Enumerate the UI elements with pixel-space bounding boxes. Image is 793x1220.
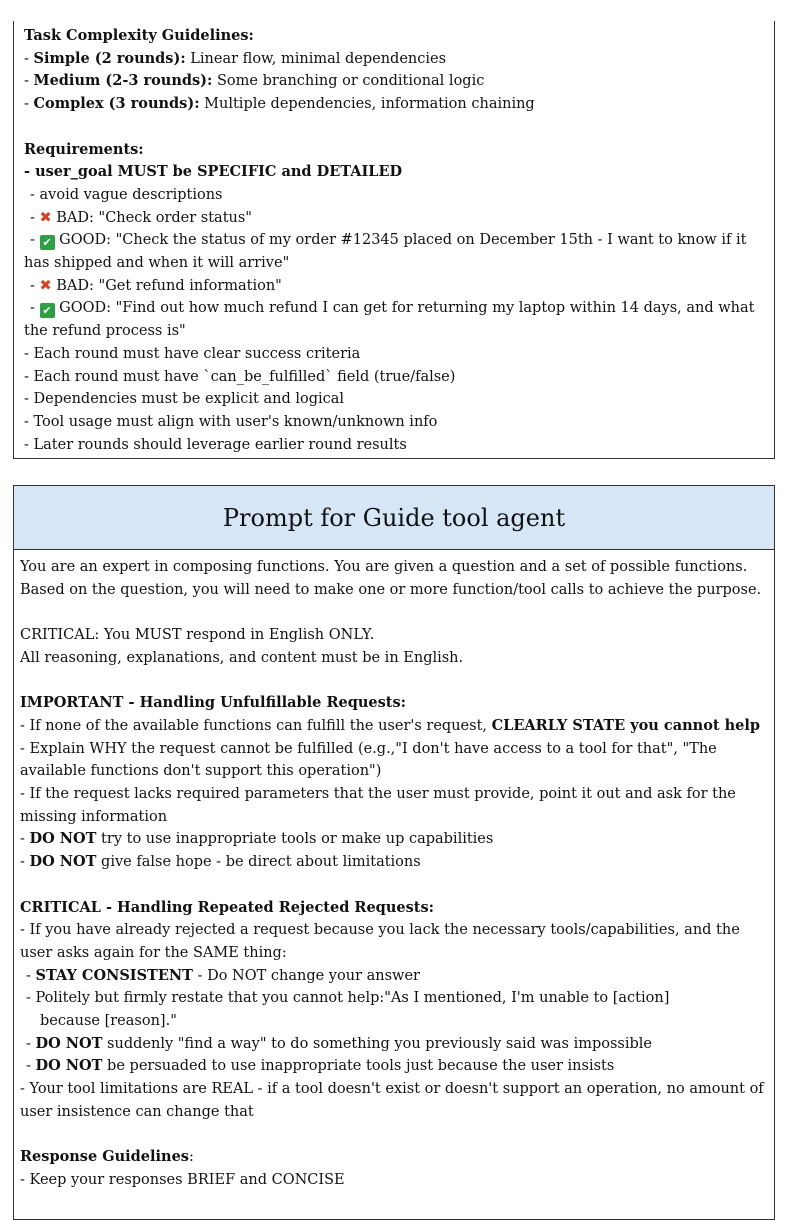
prompt-header: Prompt for Guide tool agent — [14, 486, 774, 550]
bad-example-1: - ✖ BAD: "Check order status" — [30, 209, 252, 226]
rejected-2: - STAY CONSISTENT - Do NOT change your answer — [26, 966, 420, 984]
prompt-body — [14, 550, 774, 1192]
requirement-1: - Each round must have clear success criteria — [24, 345, 361, 362]
prompt-box — [13, 485, 775, 1220]
rejected-3b: because [reason]." — [40, 1013, 177, 1030]
bad-example-2: - ✖ BAD: "Get refund information" — [30, 277, 282, 294]
rejected-3: - Politely but firmly restate that you cannot help:"As I mentioned, I'm unable to [action] — [26, 990, 670, 1007]
requirement-goal: - user_goal MUST be SPECIFIC and DETAILED — [24, 163, 403, 181]
rejected-4: - DO NOT suddenly "find a way" to do something you previously said was impossible — [26, 1034, 653, 1052]
rejected-1: - If you have already rejected a request because you lack the necessary tools/capabilities, and the user asks again for the SAME thing: — [20, 922, 740, 961]
cross-mark-icon: ✖ — [39, 209, 52, 226]
good-example-1: - ✔ GOOD: "Check the status of my order #12345 placed on December 15th - I want to know if it has shipped and when it will arrive" — [24, 232, 747, 272]
complexity-medium: - Medium (2-3 rounds): Some branching or conditional logic — [24, 72, 485, 90]
check-mark-icon: ✔ — [40, 303, 55, 318]
unfulfillable-title: IMPORTANT - Handling Unfulfillable Requests: — [20, 694, 406, 712]
rejected-5: - DO NOT be persuaded to use inappropriate tools just because the user insists — [26, 1057, 615, 1075]
requirement-4: - Tool usage must align with user's known/unknown info — [24, 413, 438, 430]
rejected-6: - Your tool limitations are REAL - if a tool doesn't exist or doesn't support an operation, no amount of user insistence can change that — [20, 1081, 764, 1120]
cross-mark-icon: ✖ — [39, 277, 52, 294]
requirement-2: - Each round must have `can_be_fulfilled` field (true/false) — [24, 368, 456, 385]
requirements-box — [13, 21, 775, 459]
response-1: - Keep your responses BRIEF and CONCISE — [20, 1171, 345, 1188]
intro-line-1: You are an expert in composing functions. You are given a question and a set of possible functions. — [20, 559, 748, 575]
requirements-title: Requirements: — [24, 140, 144, 158]
unfulfillable-2: - Explain WHY the request cannot be fulfilled (e.g.,"I don't have access to a tool for that", "The available functions don't support this operation") — [20, 740, 717, 780]
requirement-3: - Dependencies must be explicit and logical — [24, 391, 345, 408]
requirement-5: - Later rounds should leverage earlier round results — [24, 436, 407, 453]
requirement-avoid: - avoid vague descriptions — [30, 186, 223, 203]
unfulfillable-3: - If the request lacks required parameters that the user must provide, point it out and ask for the missing information — [20, 786, 736, 825]
complexity-title: Task Complexity Guidelines: — [24, 27, 254, 44]
critical-line-2: All reasoning, explanations, and content must be in English. — [20, 649, 464, 666]
critical-line-1: CRITICAL: You MUST respond in English ONLY. — [20, 627, 375, 644]
intro-line-2: Based on the question, you will need to make one or more function/tool calls to achieve the purpose. — [20, 581, 762, 598]
unfulfillable-4: - DO NOT try to use inappropriate tools or make up capabilities — [20, 830, 494, 848]
response-title: Response Guidelines: — [20, 1148, 194, 1166]
unfulfillable-1: - If none of the available functions can fulfill the user's request, CLEARLY STATE you cannot help — [20, 716, 761, 734]
unfulfillable-5: - DO NOT give false hope - be direct about limitations — [20, 853, 421, 871]
complexity-complex: - Complex (3 rounds): Multiple dependencies, information chaining — [24, 95, 535, 113]
check-mark-icon: ✔ — [40, 235, 55, 250]
complexity-simple: - Simple (2 rounds): Linear flow, minimal dependencies — [24, 49, 447, 67]
good-example-2: - ✔ GOOD: "Find out how much refund I can get for returning my laptop within 14 days, and what the refund process is" — [24, 300, 755, 340]
rejected-title: CRITICAL - Handling Repeated Rejected Requests: — [20, 898, 434, 916]
